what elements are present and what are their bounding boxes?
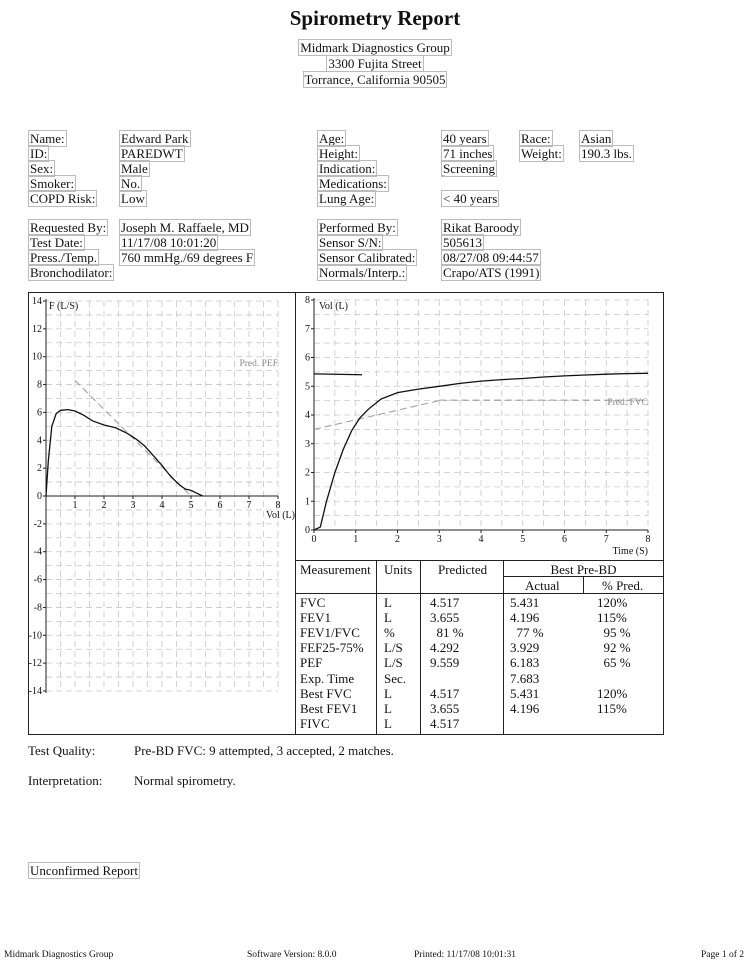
press-temp-value: 760 mmHg./69 degrees F: [121, 250, 254, 265]
table-top-rule: [295, 560, 664, 561]
sex-label: Sex:: [30, 161, 54, 176]
performed-label: Performed By:: [319, 220, 396, 235]
row-predicted: 4.517: [430, 685, 460, 701]
vol-x-axis-label: Time (S): [612, 546, 648, 557]
requested-label: Requested By:: [30, 220, 107, 235]
flow-x-tick-label: 1: [72, 500, 78, 511]
vol-x-tick-label: 7: [603, 534, 609, 545]
copd-value: Low: [121, 191, 145, 206]
row-pct-pred: 92 %: [597, 640, 631, 656]
smoker-value: No.: [121, 176, 141, 191]
row-measurement: Best FEV1: [300, 700, 358, 716]
row-pct-pred: 120%: [597, 685, 628, 701]
normals-value: Crapo/ATS (1991): [443, 265, 540, 280]
header-pct-pred: % Pred.: [602, 578, 644, 593]
normals-label: Normals/Interp.:: [319, 265, 406, 280]
vol-y-tick-label: 4: [305, 410, 310, 421]
test-date-value: 11/17/08 10:01:20: [121, 235, 217, 250]
bronchodilator-label: Bronchodilator:: [30, 265, 113, 280]
press-temp-label: Press./Temp.: [30, 250, 97, 265]
row-actual: 7.683: [510, 670, 540, 686]
flow-volume-chart: [29, 293, 295, 734]
performed-value: Rikat Baroody: [443, 220, 520, 235]
flow-y-tick-label: -12: [29, 658, 42, 670]
name-label: Name:: [30, 131, 65, 146]
header-units: Units: [384, 562, 413, 577]
flow-curve: [46, 410, 203, 496]
flow-x-tick-label: 8: [275, 500, 281, 511]
row-measurement: FEV1: [300, 610, 332, 626]
flow-x-tick-label: 6: [217, 500, 223, 511]
flow-x-tick-label: 3: [130, 500, 136, 511]
row-units: %: [384, 625, 395, 641]
row-units: L: [384, 700, 392, 716]
row-predicted: 81 %: [430, 625, 464, 641]
vol-y-tick-label: 1: [305, 496, 310, 508]
flow-y-tick-label: -2: [33, 518, 42, 530]
flow-x-axis-label: Vol (L): [266, 510, 295, 521]
weight-value: 190.3 lbs.: [581, 146, 632, 161]
copd-label: COPD Risk:: [30, 191, 96, 206]
flow-x-tick-label: 5: [188, 500, 194, 511]
row-units: L/S: [384, 655, 403, 671]
row-actual: 5.431: [510, 685, 540, 701]
footer-software: Software Version: 8.0.0: [247, 950, 337, 960]
test-quality-label: Test Quality:: [28, 743, 96, 758]
vol-y-tick-label: 6: [305, 352, 310, 364]
pred-fvc-label: Pred. FVC: [607, 398, 648, 408]
row-actual: 77 %: [510, 625, 544, 641]
row-pct-pred: 115%: [597, 610, 627, 626]
requested-value: Joseph M. Raffaele, MD: [121, 220, 249, 235]
row-measurement: Best FVC: [300, 685, 352, 701]
row-predicted: 9.559: [430, 655, 460, 671]
org-street: 3300 Fujita Street: [328, 56, 422, 71]
row-measurement: FVC: [300, 595, 326, 610]
name-value: Edward Park: [121, 131, 189, 146]
vol-y-tick-label: 7: [305, 323, 310, 335]
age-value: 40 years: [443, 131, 487, 146]
row-units: L/S: [384, 640, 403, 656]
test-date-label: Test Date:: [30, 235, 83, 250]
lung-age-label: Lung Age:: [319, 191, 375, 206]
vol-y-axis-label: Vol (L): [319, 301, 348, 312]
indication-label: Indication:: [319, 161, 376, 176]
volume-time-chart: [296, 293, 663, 560]
flow-x-tick-label: 2: [101, 500, 107, 511]
flow-y-axis-label: F (L/S): [49, 301, 79, 312]
row-pct-pred: 115%: [597, 700, 627, 716]
row-units: Sec.: [384, 670, 407, 686]
header-best-pre-bd: Best Pre-BD: [550, 562, 617, 577]
flow-y-tick-label: -14: [29, 686, 42, 697]
row-measurement: FIVC: [300, 715, 330, 731]
flow-y-tick-label: -6: [33, 574, 42, 586]
flow-y-tick-label: 4: [37, 435, 42, 447]
row-predicted: 4.517: [430, 715, 460, 731]
flow-x-tick-label: 7: [246, 500, 252, 511]
lung-age-value: < 40 years: [443, 191, 498, 206]
row-actual: 3.929: [510, 640, 540, 656]
row-measurement: FEF25-75%: [300, 640, 364, 656]
row-units: L: [384, 715, 392, 731]
org-name: Midmark Diagnostics Group: [300, 40, 450, 55]
flow-y-tick-label: 10: [32, 351, 42, 363]
row-actual: 4.196: [510, 610, 540, 626]
flow-y-tick-label: 8: [37, 379, 42, 391]
test-quality-value: Pre-BD FVC: 9 attempted, 3 accepted, 2 matches.: [134, 743, 394, 758]
footer-printed: Printed: 11/17/08 10:01:31: [414, 950, 517, 960]
vol-x-tick-label: 3: [436, 534, 442, 545]
row-actual: 6.183: [510, 655, 540, 671]
medications-label: Medications:: [319, 176, 387, 191]
flow-y-tick-label: 6: [37, 407, 42, 419]
sex-value: Male: [121, 161, 148, 176]
best-fvc-marker: [314, 374, 362, 375]
flow-x-tick-label: 4: [159, 500, 165, 511]
row-predicted: 4.292: [430, 640, 460, 656]
row-predicted: 3.655: [430, 700, 460, 716]
vol-y-tick-label: 5: [305, 381, 310, 393]
vol-y-tick-label: 3: [305, 438, 310, 450]
medications-value: [441, 175, 445, 177]
org-city: Torrance, California 90505: [304, 72, 446, 87]
race-label: Race:: [521, 131, 551, 146]
calibrated-label: Sensor Calibrated:: [319, 250, 416, 265]
row-units: L: [384, 595, 392, 610]
flow-y-tick-label: -4: [33, 546, 42, 558]
smoker-label: Smoker:: [30, 176, 75, 191]
header-measurement: Measurement: [300, 562, 371, 577]
sensor-value: 505613: [443, 235, 482, 250]
row-pct-pred: 95 %: [597, 625, 631, 641]
age-label: Age:: [319, 131, 345, 146]
row-actual: 4.196: [510, 700, 540, 716]
interpretation-label: Interpretation:: [28, 773, 103, 788]
vol-x-tick-label: 5: [520, 534, 526, 545]
flow-y-tick-label: 0: [37, 491, 42, 502]
unconfirmed-report: Unconfirmed Report: [30, 863, 138, 878]
vol-x-tick-label: 1: [353, 534, 359, 545]
vol-y-tick-label: 8: [305, 295, 310, 306]
flow-y-tick-label: 12: [32, 323, 42, 335]
report-title: Spirometry Report: [289, 6, 461, 30]
sensor-label: Sensor S/N:: [319, 235, 382, 250]
flow-y-tick-label: -8: [33, 602, 42, 614]
row-predicted: 3.655: [430, 610, 460, 626]
flow-y-tick-label: 14: [32, 296, 42, 307]
race-value: Asian: [581, 131, 612, 146]
row-predicted: 4.517: [430, 595, 460, 610]
id-label: ID:: [30, 146, 48, 161]
vol-y-tick-label: 0: [305, 525, 310, 536]
row-measurement: FEV1/FVC: [300, 625, 360, 641]
row-units: L: [384, 610, 392, 626]
row-measurement: PEF: [300, 655, 323, 671]
footer-org: Midmark Diagnostics Group: [4, 950, 114, 960]
height-value: 71 inches: [443, 146, 493, 161]
indication-value: Screening: [443, 161, 495, 176]
flow-y-tick-label: -10: [29, 630, 42, 642]
vol-x-tick-label: 0: [311, 534, 317, 545]
pred-pef-label: Pred. PEF: [239, 359, 278, 369]
row-pct-pred: 65 %: [597, 655, 631, 671]
header-actual: Actual: [525, 578, 560, 593]
vol-x-tick-label: 4: [478, 534, 484, 545]
height-label: Height:: [319, 146, 358, 161]
vol-x-tick-label: 2: [395, 534, 400, 545]
row-actual: 5.431: [510, 595, 540, 610]
vol-x-tick-label: 6: [562, 534, 567, 545]
calibrated-value: 08/27/08 09:44:57: [443, 250, 539, 265]
footer-page: Page 1 of 2: [700, 950, 744, 960]
vol-y-tick-label: 2: [305, 467, 310, 479]
id-value: PAREDWT: [121, 146, 183, 161]
row-units: L: [384, 685, 392, 701]
row-measurement: Exp. Time: [300, 670, 355, 686]
header-predicted: Predicted: [438, 562, 488, 577]
interpretation-value: Normal spirometry.: [134, 773, 236, 788]
flow-y-tick-label: 2: [37, 463, 42, 475]
row-pct-pred: 120%: [597, 595, 628, 610]
weight-label: Weight:: [521, 146, 562, 161]
vol-x-tick-label: 8: [645, 534, 651, 545]
